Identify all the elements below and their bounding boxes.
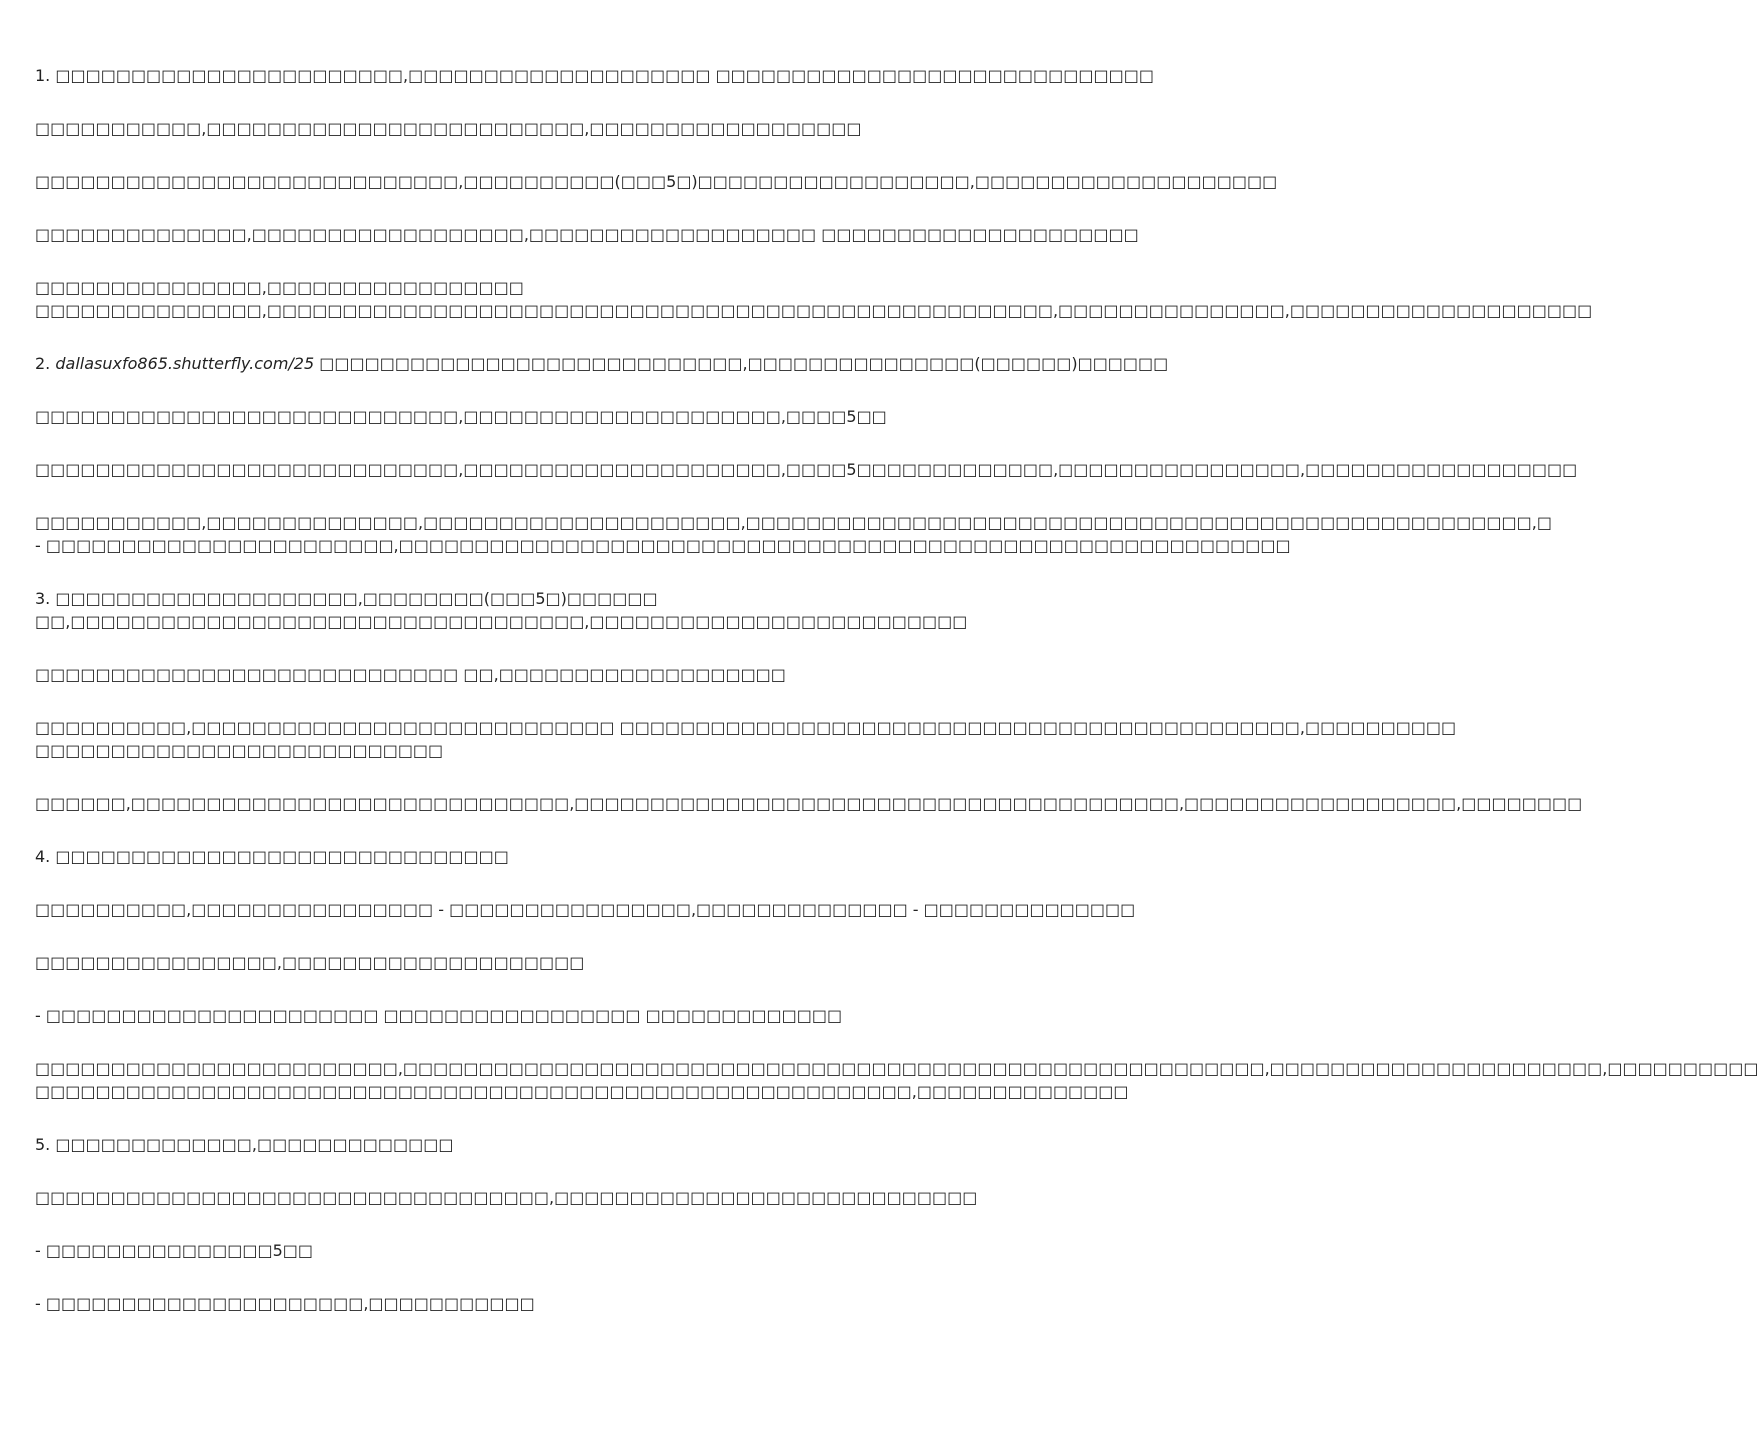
paragraph-4 [35,223,1139,246]
paragraph-15 [35,898,1136,921]
paragraph-line: 4. □□□□□□□□□□□□□□□□□□□□□□□□□□□□□□ [35,847,509,866]
paragraph-12 [35,716,1457,762]
paragraph-19 [35,1133,990,1156]
paragraph-line: □□□□□□□□□□□□□□□□□□□□□□□□□□□□,□□□□□□□□□□□□□□□□□□□□□,□□□□5□□□□□□□□□□□□□,□□□□□□□□□□□□□□□□,□□□□□□□□□□□□□□□□□□ [35,460,1578,479]
paragraph-20 [35,1186,990,1209]
paragraph-line: □□□□□□□□□□□□□□□□□□□□□□□□□□□□,□□□□□□□□□□□□□□□(□□□□□□)□□□□□□ [314,354,1169,373]
paragraph-1 [35,64,1154,87]
paragraph-line: - □□□□□□□□□□□□□□□□□□□□□□ □□□□□□□□□□□□□□□□□ □□□□□□□□□□□□□ [35,1006,843,1025]
paragraph-13 [35,792,1583,815]
paragraph-11 [35,663,990,686]
paragraph-10 [35,587,990,633]
paragraph-line: 3. □□□□□□□□□□□□□□□□□□□□,□□□□□□□□(□□□5□)□□□□□□ [35,589,658,608]
paragraph-14 [35,845,990,868]
paragraph-2 [35,117,990,140]
paragraph-line: □□□□□□□□□□□□□□□□,□□□□□□□□□□□□□□□□□□□□ [35,953,585,972]
paragraph-line: 5. □□□□□□□□□□□□□,□□□□□□□□□□□□□ [35,1135,454,1154]
list-number: 2. [35,354,56,373]
paragraph-line: □□□□□□□□□□□□□□□,□□□□□□□□□□□□□□□□□ [35,278,524,297]
paragraph-8 [35,458,1578,481]
paragraph-line: □□,□□□□□□□□□□□□□□□□□□□□□□□□□□□□□□□□□□,□□□□□□□□□□□□□□□□□□□□□□□□□ [35,612,968,631]
paragraph-line: □□□□□□□□□□□□□□□□□□□□□□□□□□□□,□□□□□□□□□□□□□□□□□□□□□,□□□□5□□ [35,407,887,426]
paragraph-line: □□□□□□□□□□□,□□□□□□□□□□□□□□□□□□□□□□□□□,□□□□□□□□□□□□□□□□□□ [35,119,862,138]
paragraph-18 [35,1057,1759,1103]
paragraph-line-with-link [35,352,1169,375]
paragraph-line: - □□□□□□□□□□□□□□□5□□ [35,1241,314,1260]
paragraph-line: □□□□□□□□□□□,□□□□□□□□□□□□□□,□□□□□□□□□□□□□□□□□□□□□,□□□□□□□□□□□□□□□□□□□□□□□□□□□□□□□□□□□□□□□□□□□□□□□□□□□□,□ [35,513,1552,532]
paragraph-line: □□□□□□□□□□□□□□,□□□□□□□□□□□□□□□□□□,□□□□□□□□□□□□□□□□□□□ □□□□□□□□□□□□□□□□□□□□□ [35,225,1139,244]
paragraph-line: □□□□□□□□□□□□□□□,□□□□□□□□□□□□□□□□□□□□□□□□□□□□□□□□□□□□□□□□□□□□□□□□□□□□,□□□□□□□□□□□□□□□,□□□□□□□□□□□□□□□□□□□□ [35,301,1593,320]
paragraph-9 [35,511,1552,557]
paragraph-16 [35,951,990,974]
document-body [35,64,1759,1345]
paragraph-6 [35,352,1169,375]
paragraph-line: - □□□□□□□□□□□□□□□□□□□□□□□,□□□□□□□□□□□□□□□□□□□□□□□□□□□□□□□□□□□□□□□□□□□□□□□□□□□□□□□□□□□ [35,536,1291,555]
paragraph-line: □□□□□□□□□□□□□□□□□□□□□□□□□□□□,□□□□□□□□□□(□□□5□)□□□□□□□□□□□□□□□□□□,□□□□□□□□□□□□□□□□□□□□ [35,172,1278,191]
paragraph-7 [35,405,990,428]
paragraph-line: 1. □□□□□□□□□□□□□□□□□□□□□□□,□□□□□□□□□□□□□□□□□□□□ □□□□□□□□□□□□□□□□□□□□□□□□□□□□□ [35,66,1154,85]
paragraph-line: - □□□□□□□□□□□□□□□□□□□□□,□□□□□□□□□□□ [35,1294,535,1313]
paragraph-line: □□□□□□□□□□□□□□□□□□□□□□□□□□□□□□□□□□,□□□□□□□□□□□□□□□□□□□□□□□□□□□□ [35,1188,978,1207]
paragraph-3 [35,170,1278,193]
paragraph-21 [35,1239,990,1262]
paragraph-line: □□□□□□□□□□,□□□□□□□□□□□□□□□□□□□□□□□□□□□□ □□□□□□□□□□□□□□□□□□□□□□□□□□□□□□□□□□□□□□□□□□□□□,□□□□□□□□□□ [35,718,1457,737]
paragraph-line: □□□□□□□□□□□□□□□□□□□□□□□□□□□□□□□□□□□□□□□□□□□□□□□□□□□□□□□□□□,□□□□□□□□□□□□□□ [35,1082,1129,1101]
paragraph-17 [35,1004,990,1027]
paragraph-5 [35,276,1593,322]
paragraph-line: □□□□□□□□□□,□□□□□□□□□□□□□□□□ - □□□□□□□□□□□□□□□□,□□□□□□□□□□□□□□ - □□□□□□□□□□□□□□ [35,900,1136,919]
paragraph-line: □□□□□□,□□□□□□□□□□□□□□□□□□□□□□□□□□□□□,□□□□□□□□□□□□□□□□□□□□□□□□□□□□□□□□□□□□□□□□,□□□□□□□□□□□□□□□□□□,□□□□□□□□ [35,794,1583,813]
paragraph-22 [35,1292,990,1315]
paragraph-line: □□□□□□□□□□□□□□□□□□□□□□□□□□□□ □□,□□□□□□□□□□□□□□□□□□□ [35,665,786,684]
paragraph-line: □□□□□□□□□□□□□□□□□□□□□□□□,□□□□□□□□□□□□□□□□□□□□□□□□□□□□□□□□□□□□□□□□□□□□□□□□□□□□□□□□□,□□□□□□□□□□□□□□□□□□□□□□,□□□□□□□□□□ [35,1059,1759,1078]
paragraph-line: □□□□□□□□□□□□□□□□□□□□□□□□□□□ [35,741,444,760]
shutterfly-link[interactable]: dallasuxfo865.shutterfly.com/25 [55,354,315,373]
